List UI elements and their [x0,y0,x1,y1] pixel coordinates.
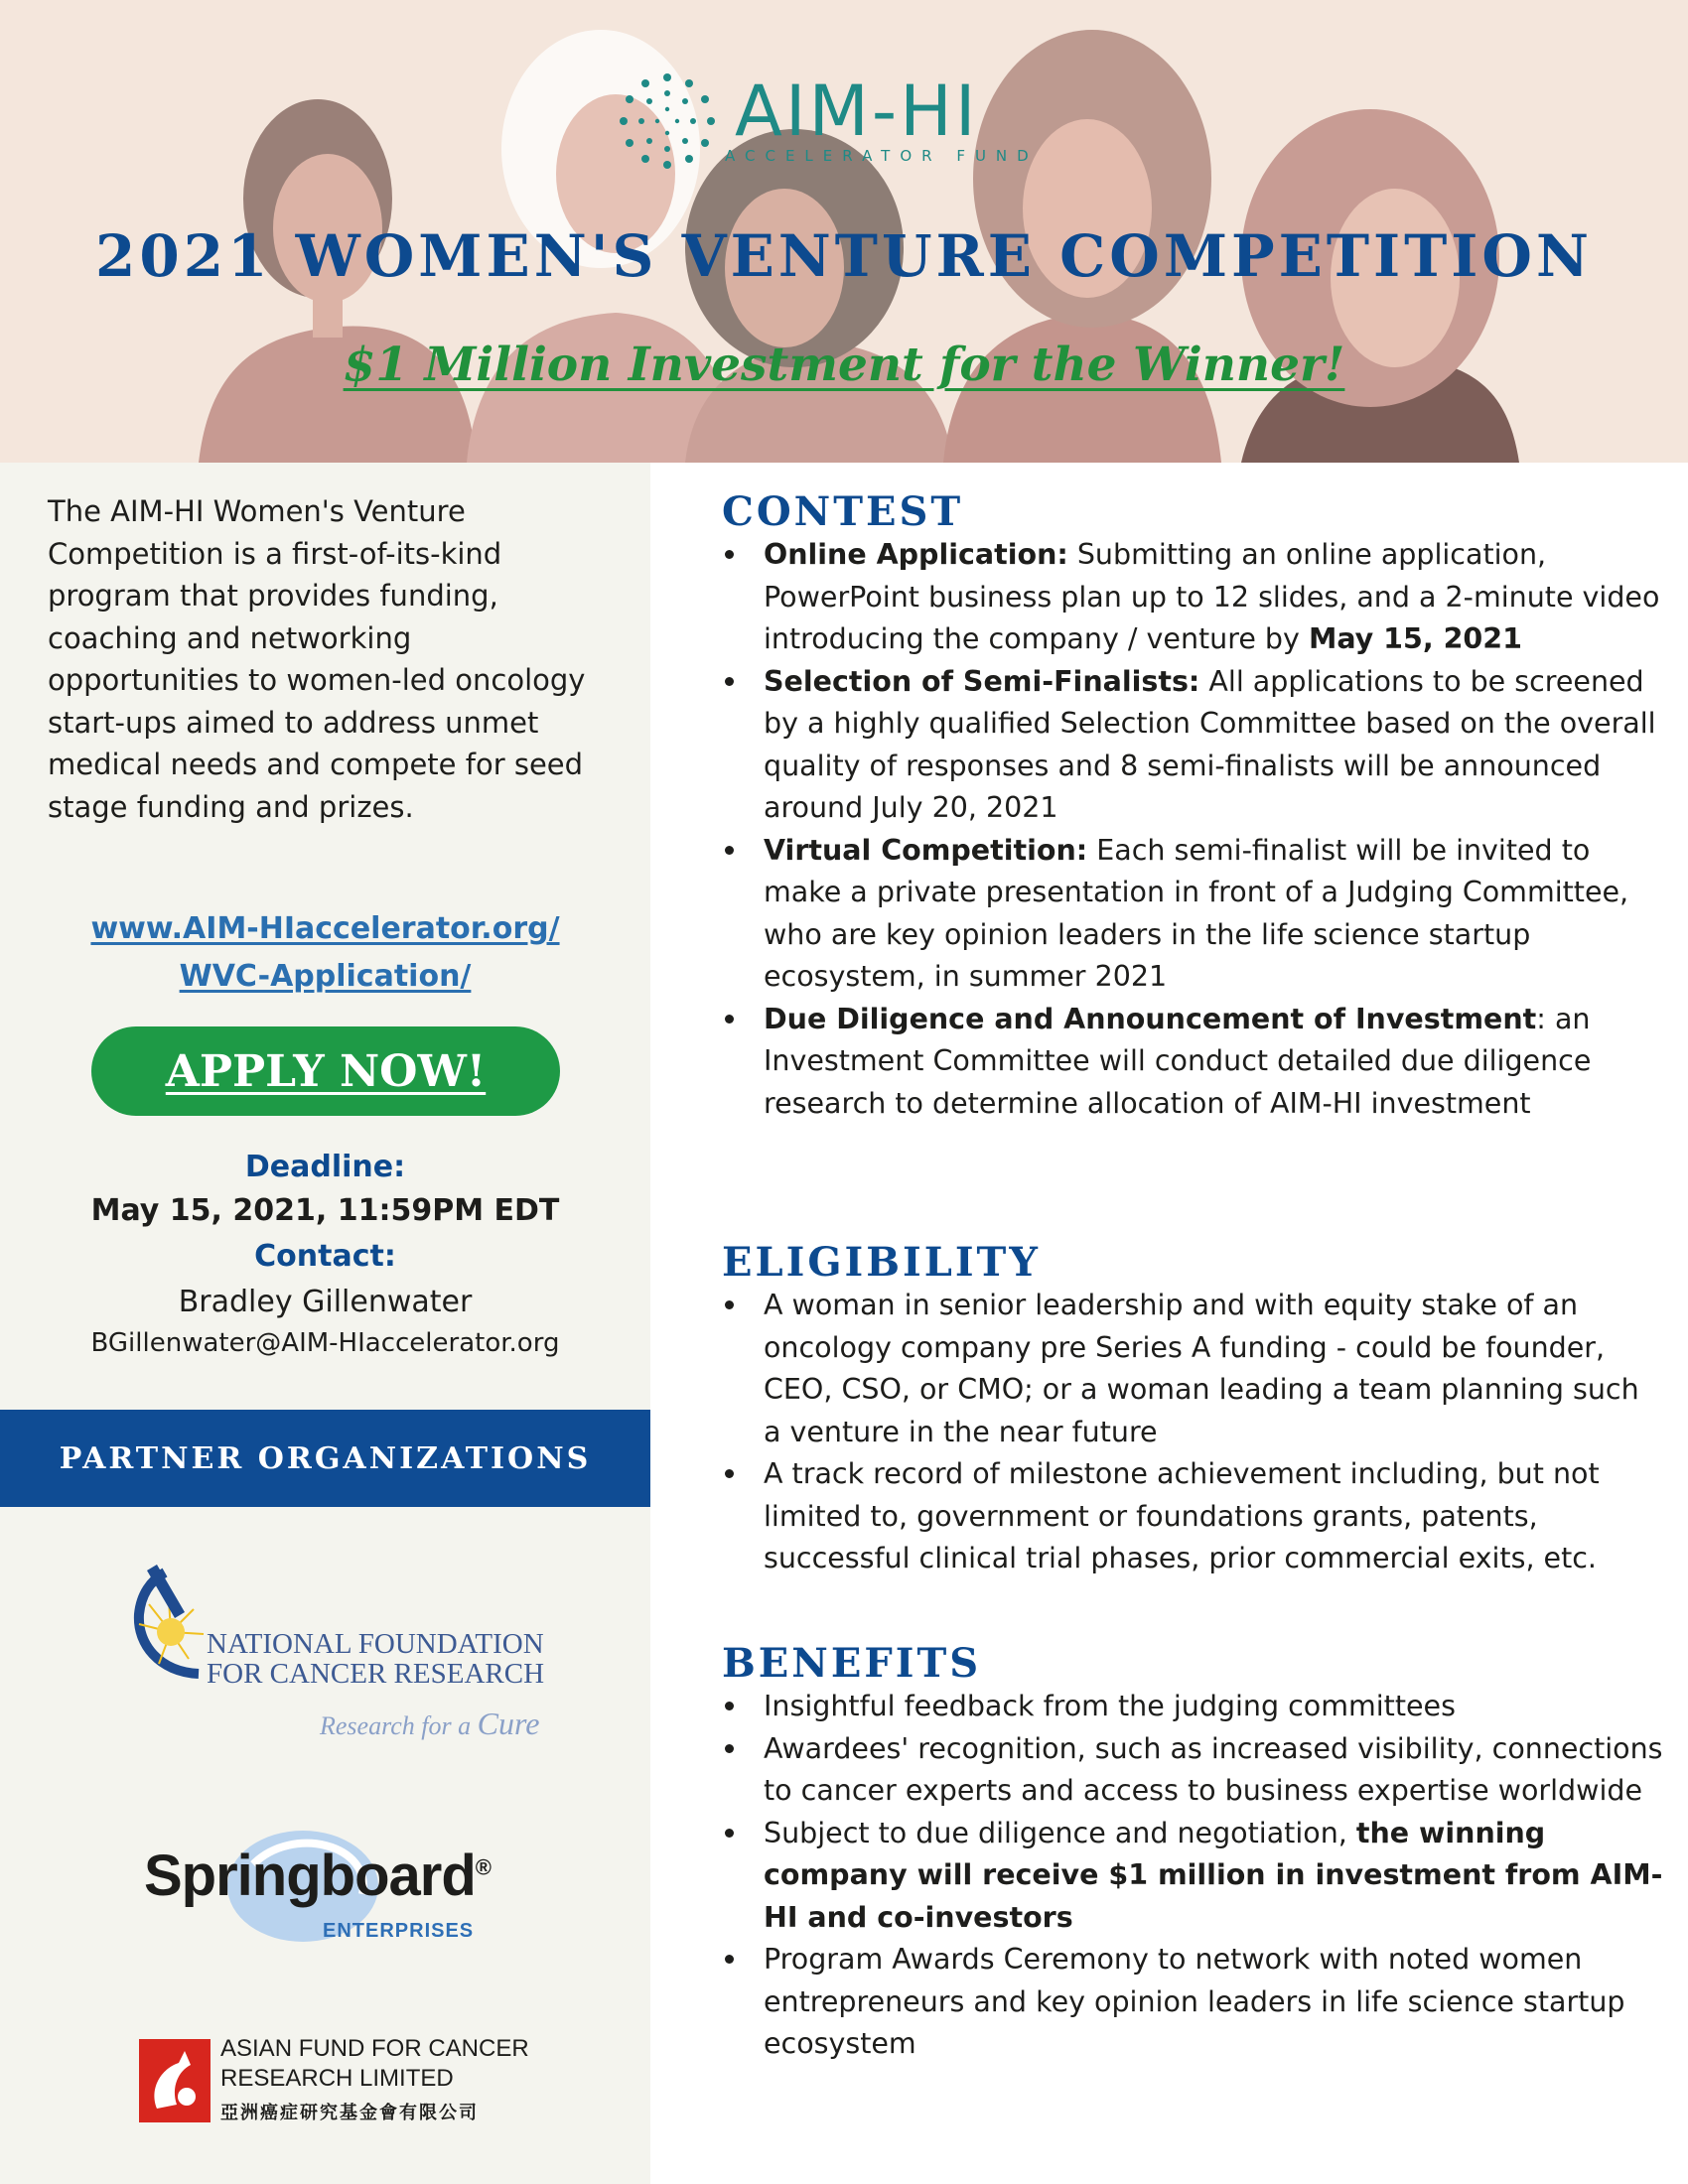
contest-item-emphasis: May 15, 2021 [1308,622,1522,655]
benefits-item [722,1686,1665,1728]
nfcr-logo [129,1555,545,1741]
eligibility-heading: ELIGIBILITY [722,1239,1041,1286]
application-link-line2[interactable]: WVC-Application/ [179,959,472,994]
eligibility-list [722,1285,1665,1580]
springboard-logo [144,1825,521,1964]
page-title: 2021 WOMEN'S VENTURE COMPETITION [95,222,1593,290]
springboard-text: Springboard [144,1843,476,1908]
benefits-heading: BENEFITS [722,1640,982,1687]
springboard-wordmark [144,1843,491,1909]
springboard-registered-mark: ® [475,1854,491,1880]
afcr-logo [139,2031,536,2140]
nfcr-name-line2: FOR CANCER RESEARCH [207,1658,545,1690]
nfcr-tagline [320,1706,539,1742]
deadline-value: May 15, 2021, 11:59PM EDT [90,1193,560,1228]
apply-now-button[interactable] [91,1026,560,1116]
aim-hi-logo [608,66,1084,175]
contest-item-text: Submitting an online application, PowerPoint business plan up to 12 slides, and a 2-minute video introducing the company / venture by [764,538,1660,655]
benefits-item-text: Subject to due diligence and negotiation, [764,1816,1356,1849]
benefits-item-text: Insightful feedback from the judging committees [764,1690,1456,1722]
partner-heading-text: PARTNER ORGANIZATIONS [59,1440,592,1476]
deadline-label: Deadline: [244,1150,406,1184]
benefits-item-emphasis: the winning company will receive $1 million in investment from AIM-HI and co-investors [764,1816,1663,1934]
benefits-item-text: Awardees' recognition, such as increased visibility, connections to cancer experts and access to business expertise worldwide [764,1731,1663,1807]
nfcr-tagline-a: Research for a [320,1711,472,1740]
afcr-name-line2: RESEARCH LIMITED [220,2065,454,2092]
eligibility-item-text: A woman in senior leadership and with equity stake of an oncology company pre Series A funding - could be founder, CEO, CSO, or CMO; or a woman leading a team planning such a venture in the near future [764,1289,1639,1448]
contest-item-emphasis: Selection of Semi-Finalists: [764,664,1200,698]
contest-item-emphasis: Online Application: [764,538,1068,571]
contest-item [722,830,1665,999]
left-sidebar [0,463,650,2184]
contact-email[interactable]: BGillenwater@AIM-HIaccelerator.org [90,1328,560,1358]
contact-name: Bradley Gillenwater [178,1285,473,1319]
afcr-name-line1: ASIAN FUND FOR CANCER [220,2035,529,2062]
contest-item [722,534,1665,661]
springboard-enterprises: ENTERPRISES [323,1920,475,1942]
benefits-item-text: Program Awards Ceremony to network with noted women entrepreneurs and key opinion leaders in life science startup ecosystem [764,1943,1625,2060]
logo-wordmark: AIM-HI [735,70,979,152]
eligibility-item [722,1285,1665,1453]
page-subtitle: $1 Million Investment for the Winner! [343,338,1345,392]
application-link-line1[interactable]: www.AIM-HIaccelerator.org/ [90,911,560,946]
contest-heading: CONTEST [722,488,964,535]
eligibility-item-text: A track record of milestone achievement including, but not limited to, government or foundations grants, patents, successful clinical trial phases, prior commercial exits, etc. [764,1457,1600,1574]
contest-item-text: : an Investment Committee will conduct detailed due diligence research to determine allocation of AIM-HI investment [764,1002,1592,1120]
afcr-emblem-icon [139,2039,211,2122]
aim-hi-dots-icon [608,66,727,175]
contest-item-emphasis: Due Diligence and Announcement of Investment [764,1002,1537,1035]
contest-list [722,534,1665,1125]
contest-item-text: All applications to be screened by a highly qualified Selection Committee based on the overall quality of responses and 8 semi-finalists will be announced around July 20, 2021 [764,664,1656,824]
apply-now-label: APPLY NOW! [165,1045,487,1097]
partner-organizations-heading [0,1410,650,1507]
nfcr-name-line1: NATIONAL FOUNDATION [207,1628,544,1660]
contact-label: Contact: [254,1239,396,1274]
main-content [650,463,1688,2184]
benefits-item [722,1939,1665,2066]
contest-item-emphasis: Virtual Competition: [764,833,1088,867]
intro-paragraph: The AIM-HI Women's Venture Competition is a first-of-its-kind program that provides funding, coaching and networking opportunities to women-led oncology start-ups aimed to address unmet medical needs and compete for seed stage funding and prizes. [48,494,586,824]
benefits-item [722,1728,1665,1813]
benefits-item [722,1813,1665,1940]
nfcr-tagline-b: Cure [477,1706,540,1741]
eligibility-item [722,1453,1665,1580]
application-link[interactable] [0,905,650,1001]
contest-item [722,661,1665,830]
header-banner [0,0,1688,463]
logo-subtitle: ACCELERATOR FUND [725,147,1039,165]
benefits-list [722,1686,1665,2066]
contest-item [722,999,1665,1126]
afcr-chinese-name: 亞洲癌症研究基金會有限公司 [220,2103,479,2122]
contest-item-text: Each semi-finalist will be invited to make a private presentation in front of a Judging Committee, who are key opinion leaders in the life science startup ecosystem, in summer 2021 [764,833,1629,993]
